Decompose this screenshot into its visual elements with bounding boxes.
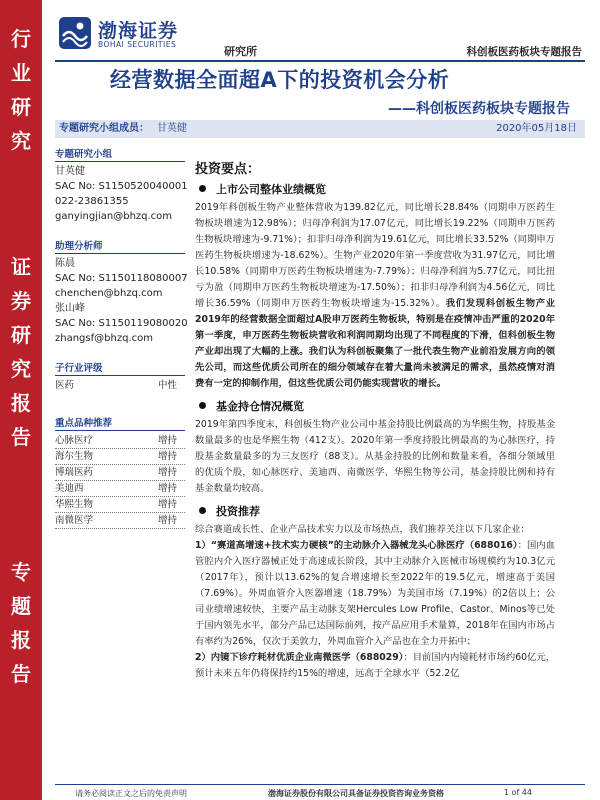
section-heading: 上市公司整体业绩概览 xyxy=(199,181,555,197)
main-content xyxy=(195,158,555,682)
stock-name: 心脉医疗 xyxy=(55,435,94,446)
analyst-name: 甘英健 xyxy=(55,166,85,177)
assistant-email: chenchen@bhzq.com xyxy=(55,288,163,299)
stock-rating: 增持 xyxy=(157,435,177,446)
stock-row xyxy=(55,497,185,513)
report-subtitle: ——科创板医药板块专题报告 xyxy=(388,101,570,117)
analyst-bar-label: 专题研究小组成员： xyxy=(59,123,149,134)
analyst-phone: 022-23861355 xyxy=(55,196,129,207)
sidebar xyxy=(0,0,42,800)
bold-conclusion: 我们发现科创板生物产业2019年的经营数据全面超过A股申万医药生物板块，特别是在疫情冲击严重的2020年第一季度，申万医药生物板块营收和利润同期均出现了不同程度的下滑，但科创板生物产业却出现了大幅的上涨。我们认为科创板聚集了一批代表生物产业前沿发展方向的领先公司，而这些优质公司所在的细分领域存在着大量尚未被满足的需求，虽然疫情对消费有一定的抑制作用，但这些优质公司仍能实现营收的增长。 xyxy=(195,298,555,389)
stock-rating: 增持 xyxy=(157,515,177,526)
assistant-heading: 助理分析师 xyxy=(55,238,185,254)
section-heading: 基金持仓情况概览 xyxy=(199,398,555,414)
footer-divider xyxy=(55,784,585,785)
header-divider xyxy=(55,60,585,62)
bullet-icon xyxy=(199,402,206,409)
stock-row xyxy=(55,513,185,529)
analyst-sac: SAC No: S1150520040001 xyxy=(55,181,188,192)
left-column xyxy=(55,142,188,529)
research-group-heading: 专题研究小组 xyxy=(55,146,185,162)
assistant-name: 张山峰 xyxy=(55,303,85,314)
recommendation-paragraph: 2）内镜下诊疗耗材优质企业南微医学（688029）：目前国内内镜耗材市场约60亿元，预计未来五年仍将保持约15%的增速，远高于全球水平（52.2亿 xyxy=(195,652,555,679)
stock-rating: 增持 xyxy=(157,499,177,510)
page-number: 1 of 44 xyxy=(503,788,532,797)
sub-industry-rating-heading: 子行业评级 xyxy=(55,360,185,376)
section-paragraph: 2019年科创板生物产业整体营收为139.82亿元，同比增长28.84%（同期申万医药生物板块增速为12.98%）；归母净利润为17.07亿元，同比增长19.22%（同期申万医药生物板块增速为-9.71%）；扣非归母净利润为19.61亿元，同比增长33.52%（同期申万医药生物板块增速为-18.62%）。生物产业2020年第一季度营收为31.97亿元，同比增长10.58%（同期申万医药生物板块增速为-7.79%）；归母净利润为5.77亿元，同比扭亏为盈（同期申万医药生物板块增速为-17.50%）；扣非归母净利润为4.56亿元，同比增长36.59%（同期申万医药生物板块增速为-15.32%）。我们发现科创板生物产业2019年的经营数据全面超过A股申万医药生物板块，特别是在疫情冲击严重的2020年第一季度，申万医药生物板块营收和利润同期均出现了不同程度的下滑，但科创板生物产业却出现了大幅的上涨。我们认为科创板聚集了一批代表生物产业前沿发展方向的领先公司，而这些优质公司所在的细分领域存在着大量尚未被满足的需求，虽然疫情对消费有一定的抑制作用，但这些优质公司仍能实现营收的增长。 xyxy=(195,202,555,389)
stock-rating: 增持 xyxy=(157,483,177,494)
report-title: 经营数据全面超A下的投资机会分析 xyxy=(110,68,450,92)
recommendation-heading: 2）内镜下诊疗耗材优质企业南微医学（688029） xyxy=(195,652,404,663)
bohai-logo-icon xyxy=(58,16,92,50)
analyst-bar-name: 甘英健 xyxy=(157,123,187,134)
assistant-sac: SAC No: S1150118080007 xyxy=(55,273,188,284)
key-stocks-heading: 重点品种推荐 xyxy=(55,415,185,431)
stock-name: 美迪西 xyxy=(55,483,84,494)
analyst-email: ganyingjian@bhzq.com xyxy=(55,211,173,222)
assistant-name: 陈晨 xyxy=(55,258,75,269)
recommendation-paragraph: 1）“赛道高增速+技术实力硬核”的主动脉介入器械龙头心脉医疗（688016）：国内血管腔内介入医疗器械正处于高速成长阶段，其中主动脉介入医械市场规模约为10.3亿元（2017年），预计以13.62%的复合增速增长至2022年的19.5亿元，增速高于美国（7.69%）。外周血管介入医器增速（18.79%）为美国市场（7.19%）的2倍以上；公司业绩增速较快，主要产品主动脉支架Hercules Low Profile、Castor、Minos等已处于国内领先水平，部分产品已达国际前列，按产品应用手术量算，2018年在国内市场占有率约为26%，仅次于美敦力，外周血管介入产品也在全力开拓中； xyxy=(195,540,555,647)
stock-name: 南微医学 xyxy=(55,515,94,526)
sidebar-label-industry: 行 业 研 究 xyxy=(11,27,31,153)
section-paragraph: 2019年第四季度末，科创板生物产业公司中基金持股比例最高的为华熙生物，持股基金数量最多的也是华熙生物（412支）。2020年第一季度持股比例最高的为心脉医疗，持股基金数量最多的为三友医疗（88支）。从基金持股的比例和数量来看，各细分领域里的优质个股，如心脉医疗、美迪西、南微医学、华熙生物等公司，基金持股比例和持有基金数量均较高。 xyxy=(195,419,555,494)
stock-row xyxy=(55,433,185,449)
investment-highlights-heading: 投资要点： xyxy=(195,162,261,177)
industry-rating: 中性 xyxy=(157,380,177,391)
industry-name: 医药 xyxy=(55,380,75,391)
analyst-bar xyxy=(55,120,585,138)
stock-rating: 增持 xyxy=(157,451,177,462)
footer-disclaimer: 请务必阅读正文之后的免责声明 xyxy=(75,789,187,798)
assistant-sac: SAC No: S1150119080020 xyxy=(55,318,188,329)
bullet-icon xyxy=(199,507,206,514)
recommendation-heading: 1）“赛道高增速+技术实力硬核”的主动脉介入器械龙头心脉医疗（688016） xyxy=(195,540,518,551)
sidebar-label-report: 证 券 研 究 报 告 xyxy=(11,255,31,449)
stock-row xyxy=(55,465,185,481)
stock-row xyxy=(55,449,185,465)
report-date: 2020年05月18日 xyxy=(496,123,577,134)
company-logo xyxy=(58,14,257,58)
industry-rating-row xyxy=(55,378,185,393)
assistant-email: zhangsf@bhzq.com xyxy=(55,333,153,344)
stock-row xyxy=(55,481,185,497)
stock-rating: 增持 xyxy=(157,467,177,478)
logo-english-name: BOHAI SECURITIES xyxy=(98,40,177,49)
logo-chinese-name: 渤海证券 xyxy=(98,20,179,42)
bullet-icon xyxy=(199,185,206,192)
stock-name: 博瑞医药 xyxy=(55,467,94,478)
section-heading: 投资推荐 xyxy=(199,503,555,519)
logo-suffix: 研究所 xyxy=(224,45,257,58)
stock-name: 海尔生物 xyxy=(55,451,94,462)
sidebar-label-special: 专 题 报 告 xyxy=(11,560,31,686)
section-paragraph: 综合赛道成长性、企业产品技术实力以及市场热点，我们推荐关注以下几家企业： xyxy=(195,524,530,535)
footer-company: 渤海证券股份有限公司具备证券投资咨询业务资格 xyxy=(268,789,444,798)
report-type: 科创板医药板块专题报告 xyxy=(466,46,582,58)
stock-name: 华熙生物 xyxy=(55,499,94,510)
